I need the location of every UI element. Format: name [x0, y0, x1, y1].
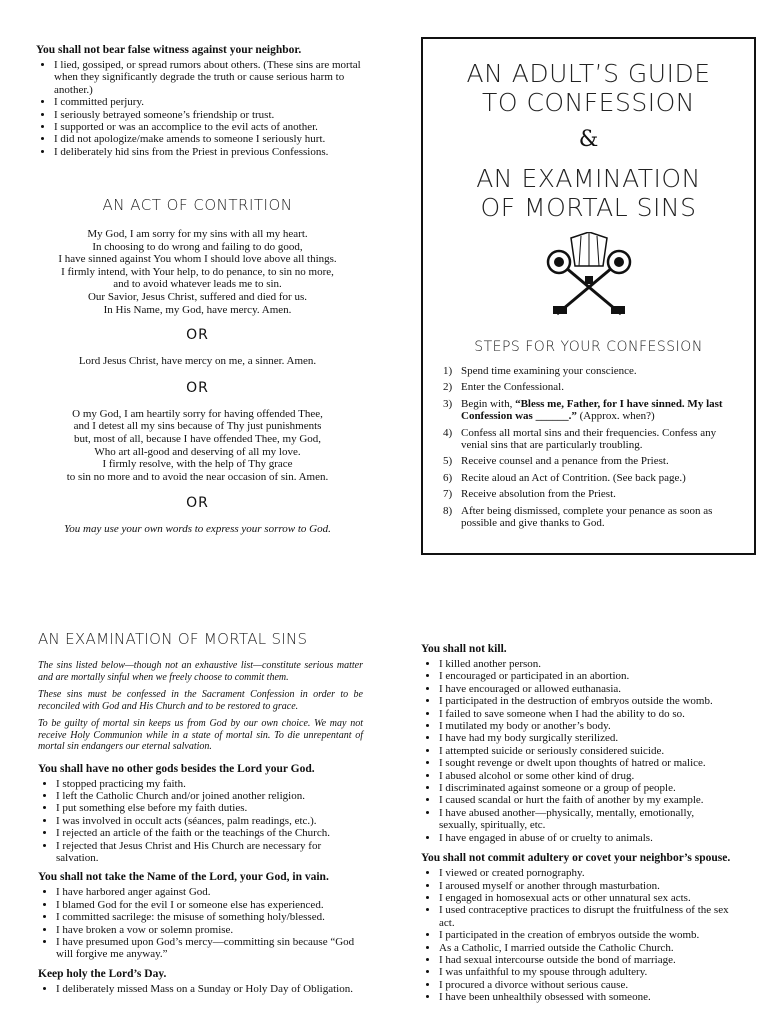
list-item: • I stopped practicing my faith. [56, 778, 363, 790]
section-title: AN EXAMINATION OF MORTAL SINS [38, 630, 308, 648]
section-title: AN ACT OF CONTRITION [102, 196, 293, 214]
prayer-line: My God, I am sorry for my sins with all my heart. [87, 228, 308, 240]
step-text: Spend time examining your conscience. [461, 365, 637, 377]
step-number: 4) [443, 426, 453, 439]
examination-section [38, 630, 363, 995]
step-text: Receive absolution from the Priest. [461, 488, 616, 501]
sin-list [38, 886, 363, 960]
list-item: • I was unfaithful to my spouse through adultery. [439, 966, 733, 978]
intro-paragraph: The sins listed below—though not an exhaustive list—constitute serious matter and are mortally sinful when we freely choose to commit them. [38, 660, 363, 683]
commandment-heading: You shall not take the Name of the Lord, your God, in vain. [38, 871, 329, 884]
step-item [423, 488, 754, 500]
commandment-heading: You shall not kill. [421, 643, 507, 655]
list-item: • I deliberately missed Mass on a Sunday or Holy Day of Obligation. [56, 983, 363, 995]
intro-paragraph: To be guilty of mortal sin keeps us from God by our own choice. We may not receive Holy Communion while in a state of mortal sin. To die unrepentant of mortal sin endangers our eternal salvation. [38, 718, 363, 752]
steps-list [423, 365, 754, 529]
contrition-section [20, 196, 375, 536]
step-text: Enter the Confessional. [461, 381, 564, 394]
prayer-line: In His Name, my God, have mercy. Amen. [103, 303, 292, 316]
prayer-traditional [20, 408, 375, 484]
list-item: • I seriously betrayed someone’s friendship or trust. [54, 109, 376, 121]
step-item [423, 381, 754, 393]
list-item: • I attempted suicide or seriously considered suicide. [439, 745, 733, 757]
step-text-bold: “Bless me, Father, for I have sinned. My last Confession was ______.” [461, 397, 723, 423]
list-item: • I deliberately hid sins from the Priest in previous Confessions. [54, 146, 376, 158]
list-item: • I used contraceptive practices to disrupt the fruitfulness of the sex act. [439, 904, 733, 929]
list-item: • I discriminated against someone or a group of people. [439, 782, 733, 794]
step-item [423, 398, 754, 423]
intro-paragraph: These sins must be confessed in the Sacrament Confession in order to be reconciled with God and His Church and to be restored to grace. [38, 689, 363, 712]
list-item: • I rejected an article of the faith or the teachings of the Church. [56, 827, 363, 839]
prayer-line: I firmly intend, with Your help, to do penance, to sin no more, [61, 265, 334, 278]
step-item [423, 427, 754, 452]
list-item: • I left the Catholic Church and/or joined another religion. [56, 790, 363, 802]
step-item [423, 455, 754, 467]
prayer-line: O my God, I am heartily sorry for having offended Thee, [72, 407, 323, 420]
title-line: AN ADULT’S GUIDE [466, 59, 711, 88]
list-item: • I encouraged or participated in an abortion. [439, 670, 733, 682]
step-text: Recite aloud an Act of Contrition. (See back page.) [461, 471, 686, 484]
title-line: OF MORTAL SINS [480, 193, 697, 222]
list-item: • I committed perjury. [54, 96, 376, 108]
step-number: 1) [443, 365, 453, 377]
list-item: • I procured a divorce without serious cause. [439, 979, 733, 991]
prayer-line: Who art all-good and deserving of all my love. [94, 445, 301, 458]
steps-heading: STEPS FOR YOUR CONFESSION [474, 339, 703, 355]
list-item: • I lied, gossiped, or spread rumors about others. (These sins are mortal when they significantly degrade the truth or cause serious harm to another.) [54, 59, 376, 96]
commandment-heading: You shall have no other gods besides the Lord your God. [38, 762, 315, 775]
list-item: • I participated in the creation of embryos outside the womb. [439, 929, 733, 941]
or-divider: OR [186, 495, 209, 512]
list-item: • I mutilated my body or another’s body. [439, 720, 733, 732]
step-number: 7) [443, 488, 453, 501]
list-item: • I have been unhealthily obsessed with someone. [439, 991, 733, 1003]
list-item: • I aroused myself or another through masturbation. [439, 880, 733, 892]
step-text: Receive counsel and a penance from the Priest. [461, 455, 669, 468]
section-heading: You shall not bear false witness against your neighbor. [36, 44, 302, 56]
list-item: • I abused alcohol or some other kind of drug. [439, 770, 733, 782]
list-item: • I viewed or created pornography. [439, 867, 733, 879]
list-item: • I sought revenge or dwelt upon thoughts of hatred or malice. [439, 757, 733, 769]
ampersand: & [578, 127, 599, 152]
sin-list [421, 658, 733, 844]
prayer-line: to sin no more and to avoid the near occasion of sin. Amen. [66, 470, 329, 483]
step-number: 6) [443, 471, 453, 484]
step-number: 8) [443, 504, 453, 517]
list-item: • I was involved in occult acts (séances, palm readings, etc.). [56, 815, 363, 827]
list-item: • I engaged in homosexual acts or other unnatural sex acts. [439, 892, 733, 904]
list-item: • I have presumed upon God’s mercy—committing sin because “God will forgive me anyway.” [56, 936, 363, 961]
step-number: 5) [443, 455, 453, 468]
prayer-line: I firmly resolve, with the help of Thy grace [102, 458, 293, 471]
list-item: • I have encouraged or allowed euthanasia. [439, 683, 733, 695]
list-item: • I rejected that Jesus Christ and His Church are necessary for salvation. [56, 840, 363, 865]
prayer-line: but, most of all, because I have offended Thee, my God, [73, 432, 322, 445]
or-divider: OR [186, 327, 209, 344]
cover-panel [421, 37, 756, 555]
step-item [423, 472, 754, 484]
step-text: Confess all mortal sins and their frequencies. Confess any venial sins that are particularly troubling. [461, 426, 717, 452]
list-item: • I have engaged in abuse of or cruelty to animals. [439, 832, 733, 844]
list-item: • I participated in the destruction of embryos outside the womb. [439, 695, 733, 707]
list-item: • I have abused another—physically, mentally, emotionally, sexually, spiritually, etc. [439, 807, 733, 832]
prayer-short: Lord Jesus Christ, have mercy on me, a sinner. Amen. [78, 355, 317, 368]
list-item: • I have had my body surgically sterilized. [439, 732, 733, 744]
list-item: • I committed sacrilege: the misuse of something holy/blessed. [56, 911, 363, 923]
list-item: • I did not apologize/make amends to someone I seriously hurt. [54, 133, 376, 145]
list-item: • As a Catholic, I married outside the Catholic Church. [439, 942, 733, 954]
sin-list [36, 59, 376, 158]
step-text-post: (Approx. when?) [576, 410, 655, 423]
commandment-heading: Keep holy the Lord’s Day. [38, 967, 167, 980]
step-text-pre: Begin with, [461, 397, 516, 410]
list-item: • I have broken a vow or solemn promise. [56, 924, 363, 936]
step-number: 2) [443, 381, 453, 394]
list-item: • I put something else before my faith duties. [56, 802, 363, 814]
prayer-line: and I detest all my sins because of Thy just punishments [73, 420, 322, 433]
step-text: After being dismissed, complete your penance as soon as possible and give thanks to God. [461, 504, 713, 530]
cover-title [423, 59, 754, 117]
list-item: • I failed to save someone when I had the ability to do so. [439, 708, 733, 720]
list-item: • I blamed God for the evil I or someone else has experienced. [56, 899, 363, 911]
kill-section [421, 643, 733, 1004]
prayer-line: and to avoid whatever leads me to sin. [113, 278, 282, 291]
list-item: • I have harbored anger against God. [56, 886, 363, 898]
own-words-note: You may use your own words to express your sorrow to God. [64, 523, 331, 536]
list-item: • I caused scandal or hurt the faith of another by my example. [439, 794, 733, 806]
prayer-line: Our Savior, Jesus Christ, suffered and died for us. [87, 290, 308, 303]
sin-list [38, 983, 363, 995]
list-item: • I killed another person. [439, 658, 733, 670]
step-item [423, 505, 754, 530]
step-number: 3) [443, 397, 453, 410]
title-line: AN EXAMINATION [476, 164, 701, 193]
prayer-line: I have sinned against You whom I should love above all things. [58, 253, 337, 266]
false-witness-section [36, 44, 376, 158]
prayer-line: In choosing to do wrong and failing to do good, [92, 240, 303, 253]
or-divider: OR [186, 379, 209, 396]
step-item [423, 365, 754, 377]
keys-emblem-icon [423, 232, 754, 325]
list-item: • I had sexual intercourse outside the bond of marriage. [439, 954, 733, 966]
title-line: TO CONFESSION [482, 88, 695, 117]
sin-list [38, 778, 363, 865]
list-item: • I supported or was an accomplice to the evil acts of another. [54, 121, 376, 133]
prayer-long [20, 228, 375, 316]
sin-list [421, 867, 733, 1003]
commandment-heading: You shall not commit adultery or covet your neighbor’s spouse. [421, 852, 731, 865]
step-text [461, 398, 754, 423]
cover-subtitle [423, 164, 754, 222]
